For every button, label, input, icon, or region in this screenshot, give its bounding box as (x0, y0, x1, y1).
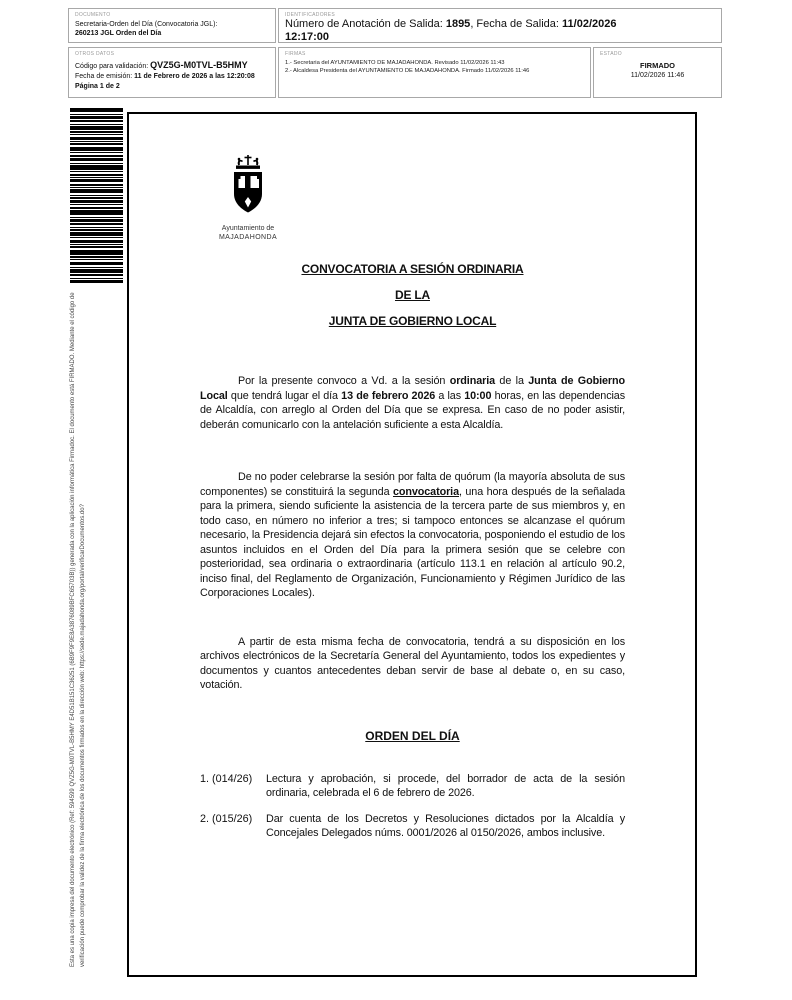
paragraph-archivos: A partir de esta misma fecha de convocatoria, tendrá a su disposición en los archivos electrónicos de la Secretaría General del Ayuntamiento, todos los expedientes y documentos y cuantos antecedentes deban servir de base al debate o, en su caso, votación. (200, 635, 625, 691)
firmas-label: FIRMAS (285, 51, 306, 57)
anotacion-salida-line: Número de Anotación de Salida: 1895, Fecha de Salida: 11/02/2026 (285, 18, 617, 30)
otros-datos-box (68, 47, 276, 98)
paragraph-quorum: De no poder celebrarse la sesión por falta de quórum (la mayoría absoluta de sus componentes) se constituirá la segunda convocatoria, una hora después de la señalada para la primera, siendo suficiente la asistencia de la tercera parte de sus miembros y, en todo caso, en número no inferior a tres; si tampoco entonces se alcanzase el quórum necesario, la Presidencia dejará sin efectos la convocatoria, posponiendo el estudio de los asuntos incluidos en el Orden del Día para la primera sesión que se celebre con posterioridad, sea ordinaria o extraordinaria (artículo 113.1 en relación al artículo 90.2, inciso final, del Reglamento de Organización, Funcionamiento y Régimen Jurídico de las Corporaciones Locales). (200, 471, 625, 599)
estado-label: ESTADO (600, 51, 622, 57)
org-name-line1: Ayuntamiento de (221, 225, 275, 232)
title-line-2: DE LA (394, 288, 430, 302)
identificadores-box (278, 8, 722, 43)
identificadores-label: IDENTIFICADORES (285, 12, 336, 18)
barcode (70, 108, 123, 283)
document-page (127, 112, 697, 977)
title-line-1: CONVOCATORIA A SESIÓN ORDINARIA (301, 262, 524, 276)
verification-legal-text-line1: Esta es una copia impresa del documento electrónico (Ref: 594599 QVZ5G-M0TVL-B5HMY E4D51B151C36251 (6B9F9F9E8A3876089BFC65703B)) generada con la aplicación informática Firmadoc. El documento está FIRMADO. Mediante el código de (70, 292, 76, 967)
org-name-line2: MAJADAHONDA (218, 234, 278, 241)
orden-del-dia-heading: ORDEN DEL DÍA (365, 728, 460, 743)
item-text: Dar cuenta de los Decretos y Resoluciones dictados por la Alcaldía y Concejales Delegados núms. 0001/2026 al 0150/2026, ambos inclusive. (266, 812, 625, 839)
firma-entry: 1.- Secretaria del AYUNTAMIENTO DE MAJADAHONDA. Revisado 11/02/2026 11:43 (285, 59, 505, 66)
documento-label: DOCUMENTO (75, 12, 111, 18)
fecha-emision-line: Fecha de emisión: 11 de Febrero de 2026 a las 12:20:08 (75, 73, 255, 80)
list-item (200, 772, 625, 801)
item-text: Lectura y aprobación, si procede, del borrador de acta de la sesión ordinaria, celebrada el 6 de febrero de 2026. (266, 772, 625, 799)
firmas-box (278, 47, 591, 98)
status-badge: FIRMADO (640, 61, 675, 70)
item-number: 1. (014/26) (200, 772, 253, 785)
codigo-validacion-line: Código para validación: QVZ5G-M0TVL-B5HMY (75, 60, 248, 70)
hora-salida-line: 12:17:00 (285, 31, 330, 43)
documento-box (68, 8, 276, 43)
paragraph-convocatoria: Por la presente convoco a Vd. a la sesión ordinaria de la Junta de Gobierno Local que tendrá lugar el día 13 de febrero 2026 a las 10:00 horas, en las dependencias de Alcaldía, con arreglo al Orden del Día que se expresa. En caso de no poder asistir, deberán comunicarlo con la antelación suficiente a esta Alcaldía. (200, 375, 625, 431)
firma-entry: 2.- Alcaldesa Presidenta del AYUNTAMIENTO DE MAJADAHONDA. Firmado 11/02/2026 11:46 (285, 68, 530, 74)
coat-of-arms-icon (223, 152, 273, 216)
otros-datos-label: OTROS DATOS (75, 51, 115, 57)
logo-block (200, 152, 296, 242)
document-title (200, 256, 625, 334)
orden-del-dia-list (200, 772, 625, 841)
estado-box (593, 47, 722, 98)
documento-title: 260213 JGL Orden del Día (75, 30, 162, 37)
title-line-3: JUNTA DE GOBIERNO LOCAL (328, 314, 497, 328)
status-datetime: 11/02/2026 11:46 (630, 72, 685, 79)
verification-legal-text-line2: verificación puede comprobar la validez de la firma electrónica de los documentos firmados en la dirección web: https://sede.majadahonda.org/portal/verificarDocumentos.do? (80, 504, 86, 967)
item-number: 2. (015/26) (200, 812, 253, 825)
pagina-line: Página 1 de 2 (75, 83, 120, 90)
documento-subject: Secretaria-Orden del Día (Convocatoria JGL): (75, 21, 218, 28)
list-item (200, 812, 625, 841)
